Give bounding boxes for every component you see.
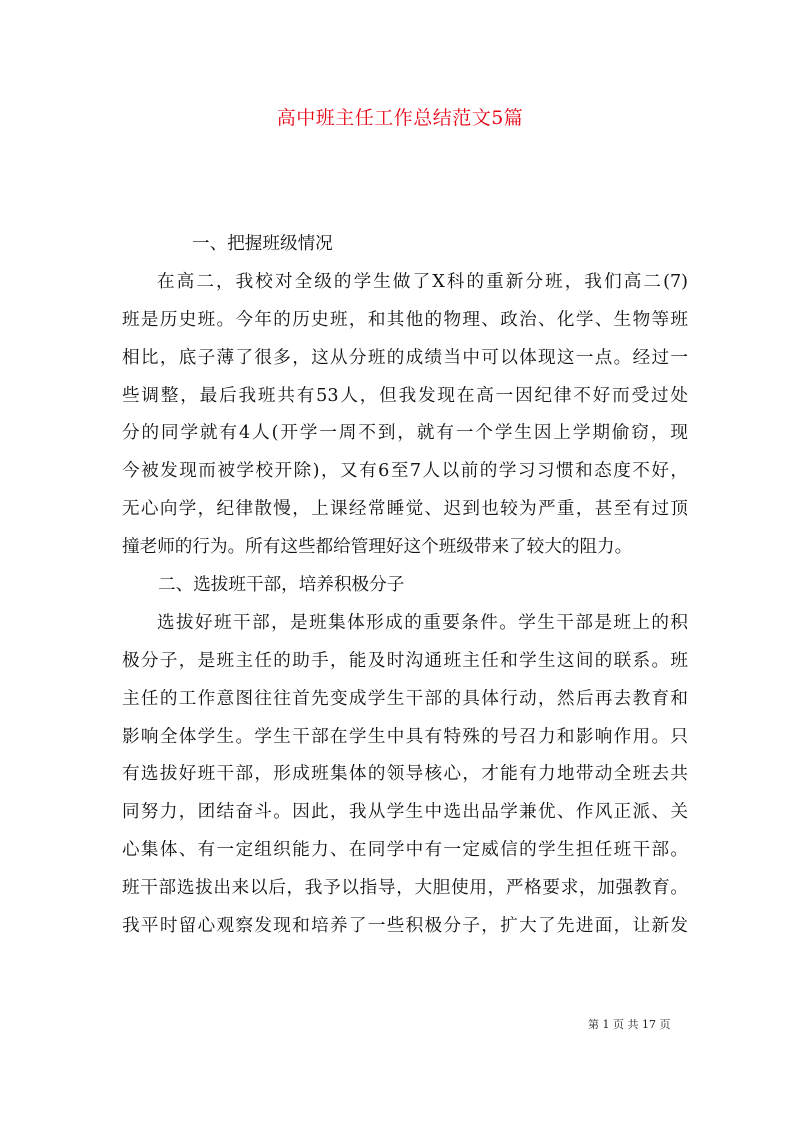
paragraph-line: 有选拔好班干部，形成班集体的领导核心，才能有力地带动全班去共 (122, 764, 688, 785)
paragraph-line: 心集体、有一定组织能力、在同学中有一定威信的学生担任班干部。 (122, 840, 688, 861)
paragraph-line: 撞老师的行为。所有这些都给管理好这个班级带来了较大的阻力。 (122, 537, 633, 558)
paragraph-line: 相比，底子薄了很多，这从分班的成绩当中可以体现这一点。经过一 (122, 347, 688, 368)
section-heading: 一、把握班级情况 (192, 234, 333, 254)
paragraph-line: 选拔好班干部，是班集体形成的重要条件。学生干部是班上的积 (157, 612, 688, 633)
paragraph-line: 分的同学就有4人(开学一周不到，就有一个学生因上学期偷窃，现 (122, 423, 688, 444)
paragraph-line: 无心向学，纪律散慢，上课经常睡觉、迟到也较为严重，甚至有过顶 (122, 499, 688, 520)
paragraph-line: 同努力，团结奋斗。因此，我从学生中选出品学兼优、作风正派、关 (122, 802, 688, 823)
paragraph-line: 班是历史班。今年的历史班，和其他的物理、政治、化学、生物等班 (122, 309, 688, 330)
page-number-footer: 第 1 页 共 17 页 (588, 1018, 671, 1031)
paragraph-line: 我平时留心观察发现和培养了一些积极分子，扩大了先进面，让新发 (122, 916, 688, 937)
paragraph-line: 主任的工作意图往往首先变成学生干部的具体行动，然后再去教育和 (122, 688, 688, 709)
document-title: 高中班主任工作总结范文5篇 (276, 107, 524, 129)
paragraph-line: 影响全体学生。学生干部在学生中具有特殊的号召力和影响作用。只 (122, 726, 688, 747)
paragraph-line: 今被发现而被学校开除)，又有6至7人以前的学习习惯和态度不好， (122, 461, 688, 482)
document-body (122, 226, 688, 946)
paragraph-line: 在高二，我校对全级的学生做了X科的重新分班，我们高二(7) (157, 271, 688, 292)
paragraph-line: 班干部选拔出来以后，我予以指导，大胆使用，严格要求，加强教育。 (122, 878, 688, 899)
paragraph-line: 极分子，是班主任的助手，能及时沟通班主任和学生这间的联系。班 (122, 650, 688, 671)
section-heading: 二、选拔班干部，培养积极分子 (158, 575, 405, 596)
paragraph-line: 些调整，最后我班共有53人，但我发现在高一因纪律不好而受过处 (122, 385, 688, 406)
